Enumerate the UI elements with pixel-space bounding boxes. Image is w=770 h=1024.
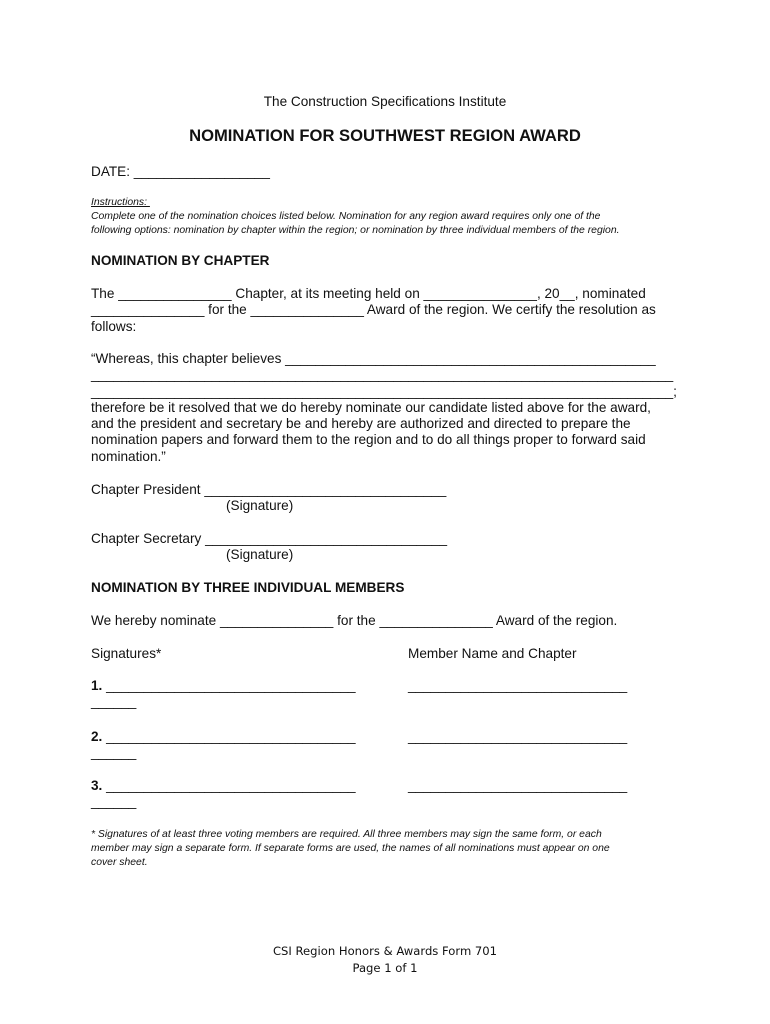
instructions-label: Instructions: [91,197,150,208]
whereas-resolution: “Whereas, this chapter believes _________________________________________________ _____________________________________________________________________________ _____________________________________________________________________________; therefore be it resolved that we do hereby nominate our candidate listed above for the award, and the president and secretary be and hereby are authorized and directed to prepare the nomination papers and forward them to the region and to do all things proper to forward said nomination.” [91,351,677,464]
row-number: 3. [91,778,103,793]
footer-page-number: Page 1 of 1 [352,961,418,975]
signatures-label: Signatures* [91,646,162,661]
secretary-signature-caption: (Signature) [226,547,294,562]
signatures-footnote: * Signatures of at least three voting members are required. All three members may sign the same form, or each member may sign a separate form. If separate forms are used, the names of all nominations must appear on one cover sheet. [91,829,610,868]
signature-line: _________________________________ ______ [91,729,356,761]
row-number: 2. [91,729,103,744]
footer-form-name: CSI Region Honors & Awards Form 701 [272,944,498,958]
chapter-nomination-paragraph: The _______________ Chapter, at its meeting held on _______________, 20__, nominated _______________ for the _______________ Award of the region. We certify the resolution as follows: [91,286,656,334]
member-line-3: _____________________________ [408,778,628,793]
member-line-2: _____________________________ [408,729,628,744]
member-name-chapter-label: Member Name and Chapter [408,646,577,661]
document-title: NOMINATION FOR SOUTHWEST REGION AWARD [189,126,581,145]
individual-nomination-heading: NOMINATION BY THREE INDIVIDUAL MEMBERS [91,580,405,595]
chapter-secretary-line: Chapter Secretary ________________________________ [91,531,448,546]
row-number: 1. [91,678,103,693]
signature-line: _________________________________ ______ [91,678,356,710]
chapter-president-line: Chapter President ________________________________ [91,482,447,497]
instructions-text: Complete one of the nomination choices listed below. Nomination for any region award requires only one of the following options: nomination by chapter within the region; or nomination by three individual members of the region. [91,211,620,236]
date-line: DATE: __________________ [91,164,270,179]
organization-name: The Construction Specifications Institute [263,94,507,109]
member-line-1: _____________________________ [408,678,628,693]
individual-nomination-paragraph: We hereby nominate _______________ for the _______________ Award of the region. [91,613,618,628]
president-signature-caption: (Signature) [226,498,294,513]
signature-line: _________________________________ ______ [91,778,356,810]
chapter-nomination-heading: NOMINATION BY CHAPTER [91,253,270,268]
